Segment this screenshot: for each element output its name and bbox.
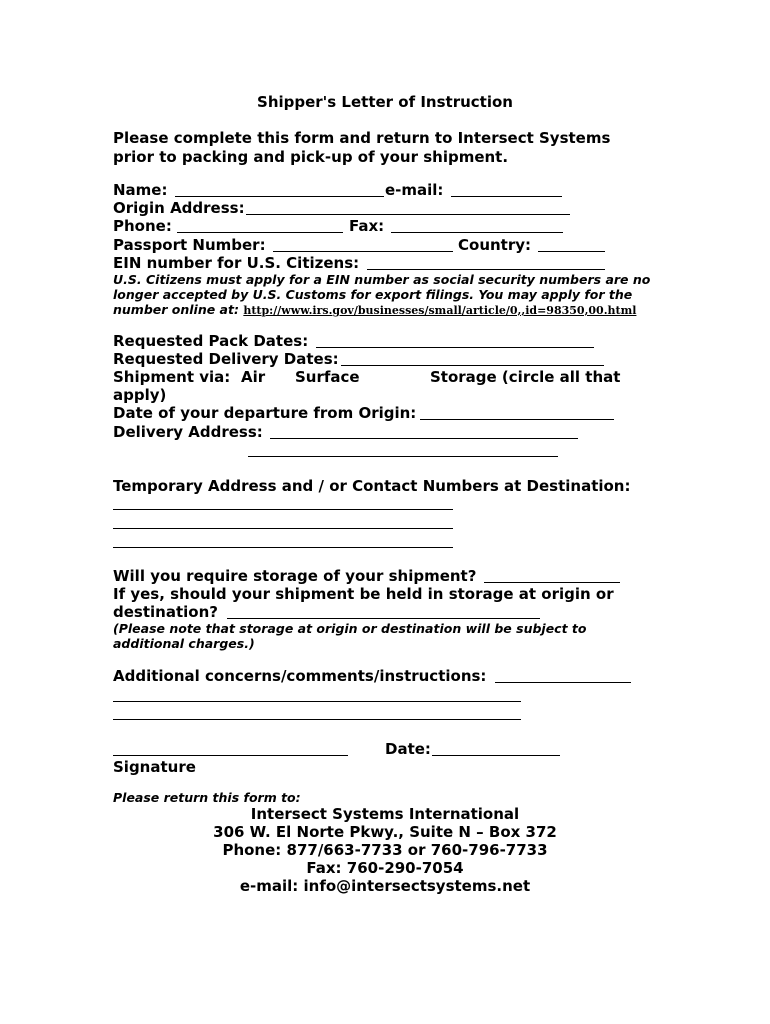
additional-comments-line-3[interactable] [113, 719, 521, 720]
intro-line-2: prior to packing and pick-up of your shipment. [113, 148, 509, 166]
ein-note-line-1: U.S. Citizens must apply for a EIN number as social security numbers are no [113, 272, 651, 287]
storage-answer-field[interactable] [484, 582, 620, 583]
option-surface[interactable]: Surface [295, 368, 360, 386]
departure-date-label: Date of your departure from Origin: [113, 404, 417, 422]
company-email: e-mail: info@intersectsystems.net [239, 877, 531, 895]
company-address: 306 W. El Norte Pkwy., Suite N – Box 372 [213, 823, 557, 841]
option-air[interactable]: Air [241, 368, 266, 386]
phone-field[interactable] [177, 232, 343, 233]
signature-field[interactable] [113, 755, 348, 756]
ein-note-line-3 [113, 302, 636, 318]
additional-comments-line-2[interactable] [113, 701, 521, 702]
pack-dates-field[interactable] [316, 347, 594, 348]
origin-address-label: Origin Address: [113, 199, 245, 217]
departure-date-field[interactable] [420, 419, 614, 420]
phone-label: Phone: [113, 217, 172, 235]
origin-address-field[interactable] [246, 214, 570, 215]
temporary-address-line-2[interactable] [113, 528, 453, 529]
additional-comments-label: Additional concerns/comments/instructions: [113, 667, 487, 685]
email-field[interactable] [451, 196, 562, 197]
email-label: e-mail: [385, 181, 444, 199]
additional-comments-field[interactable] [495, 682, 631, 683]
temporary-address-line-1[interactable] [113, 509, 453, 510]
ein-label: EIN number for U.S. Citizens: [113, 254, 360, 272]
delivery-address-label: Delivery Address: [113, 423, 263, 441]
temporary-address-label: Temporary Address and / or Contact Numbers at Destination: [113, 477, 631, 495]
fax-field[interactable] [391, 232, 563, 233]
name-field[interactable] [175, 196, 384, 197]
storage-note-line-1: (Please note that storage at origin or destination will be subject to [113, 621, 587, 636]
delivery-address-field[interactable] [270, 438, 578, 439]
option-storage[interactable]: Storage (circle all that [430, 368, 621, 386]
delivery-dates-field[interactable] [341, 365, 604, 366]
delivery-address-field-2[interactable] [248, 456, 558, 457]
passport-field[interactable] [273, 251, 453, 252]
name-label: Name: [113, 181, 168, 199]
pack-dates-label: Requested Pack Dates: [113, 332, 309, 350]
company-phone: Phone: 877/663-7733 or 760-796-7733 [222, 841, 548, 859]
passport-label: Passport Number: [113, 236, 266, 254]
date-label: Date: [385, 740, 431, 758]
intro-line-1: Please complete this form and return to Intersect Systems [113, 129, 611, 147]
company-name: Intersect Systems International [250, 805, 520, 823]
company-fax: Fax: 760-290-7054 [306, 859, 464, 877]
shipment-via-label: Shipment via: [113, 368, 231, 386]
country-label: Country: [458, 236, 532, 254]
temporary-address-line-3[interactable] [113, 547, 453, 548]
circle-apply-text: apply) [113, 386, 167, 404]
signature-label: Signature [113, 758, 196, 776]
storage-note-line-2: additional charges.) [113, 636, 255, 651]
delivery-dates-label: Requested Delivery Dates: [113, 350, 339, 368]
page-title: Shipper's Letter of Instruction [257, 93, 513, 111]
irs-link[interactable]: http://www.irs.gov/businesses/small/article/0,,id=98350,00.html [243, 304, 637, 317]
storage-held-field[interactable] [227, 618, 540, 619]
storage-question-label: Will you require storage of your shipment? [113, 567, 477, 585]
ein-note-line-2: longer accepted by U.S. Customs for export filings. You may apply for the [113, 287, 633, 302]
fax-label: Fax: [349, 217, 385, 235]
ein-note-online-text: number online at: [113, 302, 239, 317]
ein-field[interactable] [367, 269, 605, 270]
return-label: Please return this form to: [113, 790, 301, 805]
storage-held-line-2: destination? [113, 603, 218, 621]
storage-held-line-1: If yes, should your shipment be held in storage at origin or [113, 585, 614, 603]
country-field[interactable] [538, 251, 605, 252]
date-field[interactable] [432, 755, 560, 756]
